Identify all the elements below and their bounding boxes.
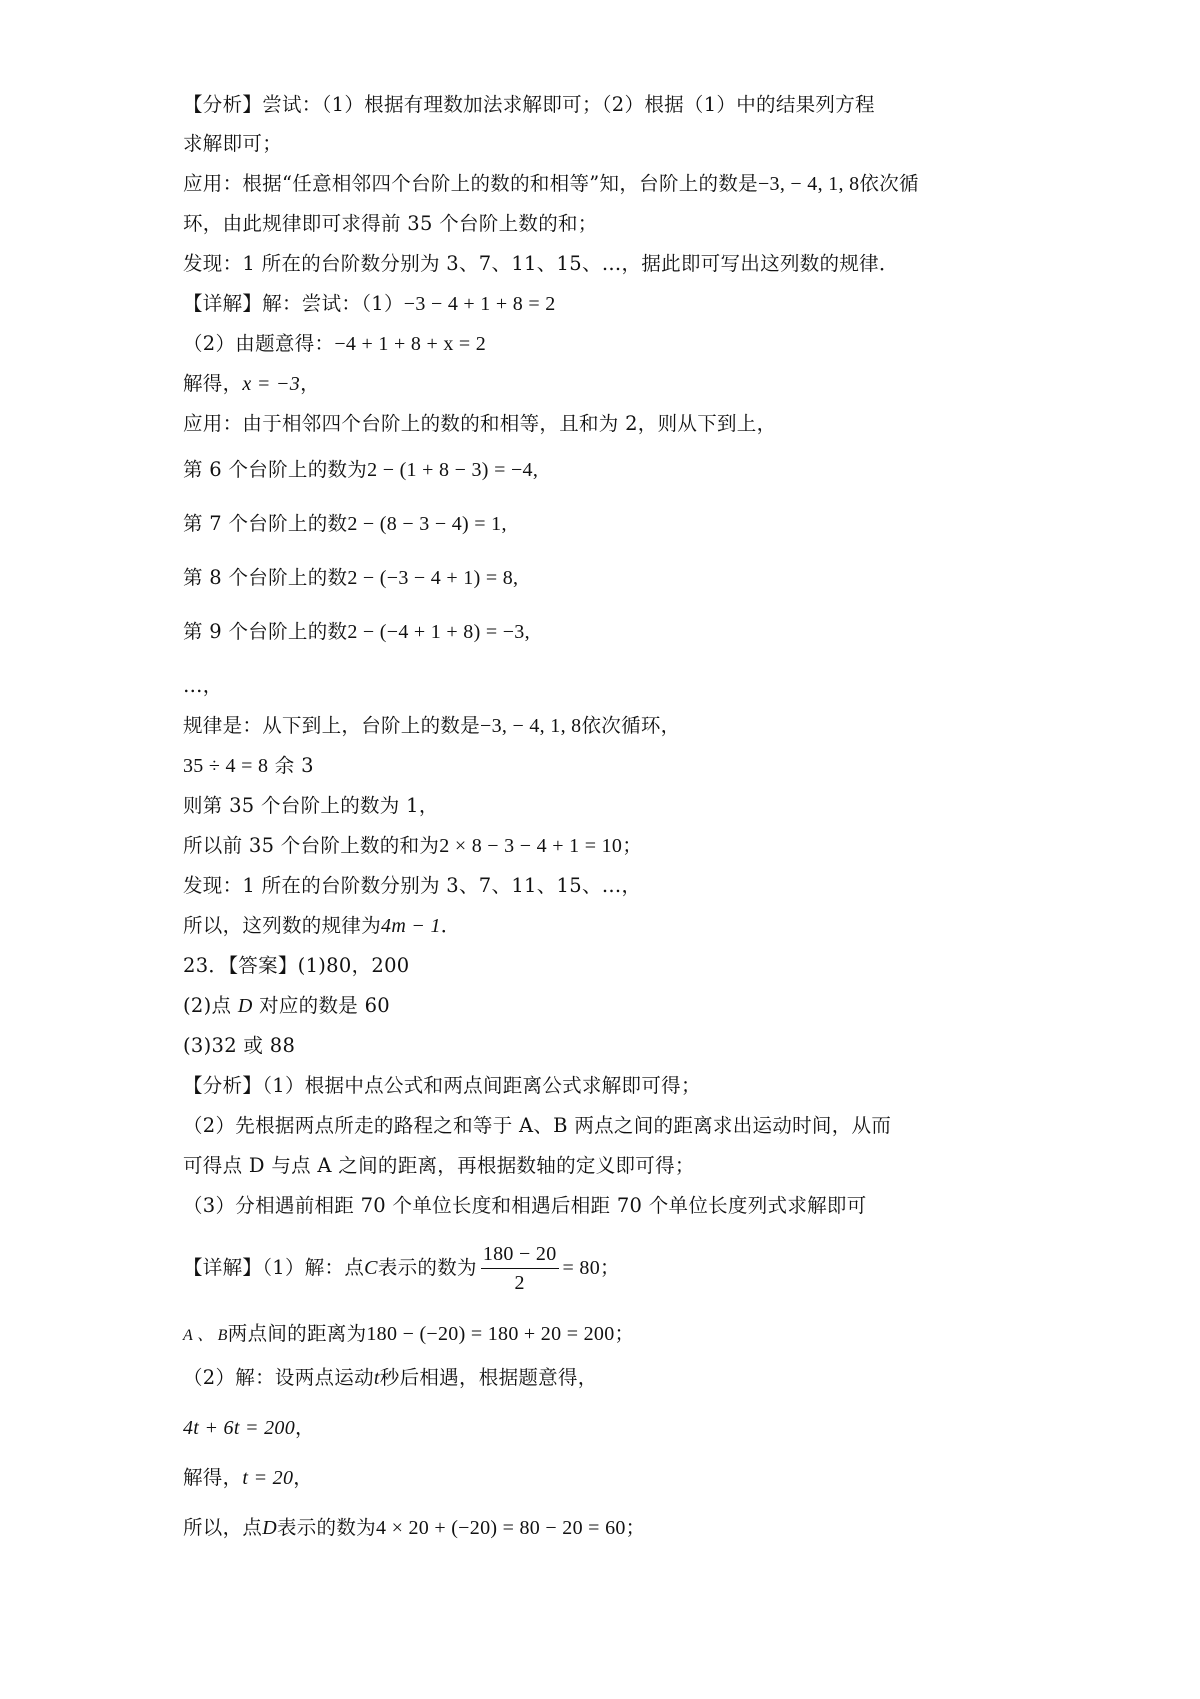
text: 发现：1 所在的台阶数分别为 3、7、11、15、…，据此即可写出这列数的规律． — [183, 252, 899, 275]
analysis2-line-4 — [183, 1192, 1043, 1220]
text: 解得， — [183, 1466, 243, 1489]
text: 所以，点 — [183, 1516, 263, 1539]
text: 第 6 个台阶上的数为 — [183, 458, 368, 481]
text: 求解即可； — [183, 132, 283, 155]
math-expression: x = −3 — [242, 373, 301, 395]
analysis-line-4 — [183, 210, 1043, 238]
text: ； — [625, 1516, 646, 1539]
math-variable: D — [237, 995, 253, 1017]
detail2-line-2 — [183, 1320, 1043, 1350]
math-expression: −4 + 1 + 8 + x = 2 — [334, 333, 487, 355]
math-expression: = 80 — [562, 1257, 600, 1279]
detail-line-4 — [183, 410, 1043, 438]
math-expression: −3 − 4 + 1 + 8 = 2 — [403, 293, 556, 315]
math-variable: D — [262, 1517, 277, 1539]
fraction-denominator: 2 — [514, 1272, 525, 1294]
math-expression: t = 20 — [242, 1467, 294, 1489]
text: 所以前 35 个台阶上数的和为 — [183, 834, 440, 857]
detail-line-11 — [183, 752, 1043, 780]
detail2-line-4 — [183, 1414, 1043, 1442]
text: 表示的数为 — [377, 1256, 477, 1279]
math-expression: 2 − (−3 − 4 + 1) = 8, — [347, 567, 519, 589]
analysis2-line-2 — [183, 1112, 1043, 1140]
text: 应用：根据“任意相邻四个台阶上的数的和相等”知，台阶上的数是 — [183, 172, 758, 195]
text: （2）由题意得： — [183, 332, 335, 355]
text: 依次循 — [859, 172, 919, 195]
text: ． — [440, 914, 461, 937]
detail-line-2 — [183, 330, 1043, 358]
text: （2）解：设两点运动 — [183, 1366, 374, 1389]
text: （2）先根据两点所走的路程之和等于 A、B 两点之间的距离求出运动时间，从而 — [183, 1114, 892, 1137]
text: 【详解】解：尝试：（1） — [183, 292, 404, 315]
detail-line-5 — [183, 456, 1043, 484]
detail-line-6 — [183, 510, 1043, 538]
text: ， — [300, 372, 320, 395]
math-expression: 2 × 8 − 3 − 4 + 1 = 10 — [439, 835, 623, 857]
text: 环，由此规律即可求得前 35 个台阶上数的和； — [183, 212, 598, 235]
text: ， — [295, 1416, 315, 1439]
detail-line-9 — [183, 672, 1043, 700]
answer-line-2 — [183, 992, 1043, 1020]
analysis-line-1 — [183, 91, 1043, 119]
text: 应用：由于相邻四个台阶上的数的和相等，且和为 2，则从下到上， — [183, 412, 777, 435]
detail-line-14 — [183, 872, 1043, 900]
detail2-line-3 — [183, 1364, 1043, 1392]
text: 23．【答案】(1)80，200 — [183, 954, 410, 977]
answer-line-3 — [183, 1032, 1043, 1060]
text: 第 9 个台阶上的数 — [183, 620, 348, 643]
analysis-line-2 — [183, 130, 1043, 158]
math-variable: C — [364, 1257, 378, 1279]
text: 则第 35 个台阶上的数为 1， — [183, 794, 439, 817]
math-variable: A 、 B — [183, 1327, 228, 1344]
text: 解得， — [183, 372, 243, 395]
text: 所以，这列数的规律为 — [183, 914, 382, 937]
math-expression: 35 ÷ 4 = 8 — [183, 755, 269, 777]
detail-line-7 — [183, 564, 1043, 592]
analysis2-line-1 — [183, 1072, 1043, 1100]
analysis2-line-3 — [183, 1152, 1043, 1180]
math-expression: 2 − (8 − 3 − 4) = 1, — [347, 513, 507, 535]
detail2-line-5 — [183, 1464, 1043, 1492]
math-variable: t — [373, 1367, 380, 1389]
math-expression: 180 − (−20) = 180 + 20 = 200 — [366, 1323, 615, 1345]
text: (2)点 — [183, 994, 238, 1017]
text: ； — [614, 1322, 635, 1345]
text: ； — [622, 834, 643, 857]
text: 【详解】（1）解：点 — [183, 1256, 365, 1279]
detail-line-10 — [183, 712, 1043, 740]
detail-line-3 — [183, 370, 1043, 398]
math-expression: 2 − (1 + 8 − 3) = −4, — [367, 459, 539, 481]
text: （3）分相遇前相距 70 个单位长度和相遇后相距 70 个单位长度列式求解即可 — [183, 1194, 867, 1217]
math-expression: −3, − 4, 1, 8 — [480, 715, 582, 737]
text: 发现：1 所在的台阶数分别为 3、7、11、15、…， — [183, 874, 642, 897]
text: 对应的数是 60 — [252, 994, 390, 1017]
math-expression: 2 − (−4 + 1 + 8) = −3, — [347, 621, 530, 643]
detail-line-12 — [183, 792, 1043, 820]
detail-line-8 — [183, 618, 1043, 646]
fraction — [481, 1242, 559, 1295]
text: 规律是：从下到上，台阶上的数是 — [183, 714, 481, 737]
text: 依次循环， — [581, 714, 681, 737]
math-expression: 4 × 20 + (−20) = 80 − 20 = 60 — [375, 1517, 626, 1539]
text: 第 8 个台阶上的数 — [183, 566, 348, 589]
text: (3)32 或 88 — [183, 1034, 296, 1057]
detail2-line-1 — [183, 1242, 1043, 1295]
detail-line-1 — [183, 290, 1043, 318]
text: 【分析】（1）根据中点公式和两点间距离公式求解即可得； — [183, 1074, 701, 1097]
text: …， — [183, 674, 223, 697]
text: 可得点 D 与点 A 之间的距离，再根据数轴的定义即可得； — [183, 1154, 695, 1177]
text: ， — [293, 1466, 314, 1489]
math-expression: 4m − 1 — [381, 915, 441, 937]
text: 两点间的距离为 — [227, 1322, 367, 1345]
analysis-line-5 — [183, 250, 1043, 278]
text: 表示的数为 — [276, 1516, 376, 1539]
detail2-line-6 — [183, 1514, 1043, 1542]
text: ； — [600, 1256, 620, 1279]
fraction-numerator: 180 − 20 — [481, 1242, 559, 1269]
text: 余 3 — [268, 754, 314, 777]
math-expression: 4t + 6t = 200 — [183, 1417, 296, 1439]
detail-line-15 — [183, 912, 1043, 940]
text: 【分析】尝试：（1）根据有理数加法求解即可；（2）根据（1）中的结果列方程 — [183, 93, 875, 116]
math-expression: −3, − 4, 1, 8 — [757, 173, 860, 195]
detail-line-13 — [183, 832, 1043, 860]
text: 第 7 个台阶上的数 — [183, 512, 348, 535]
answer-line-1 — [183, 952, 1043, 980]
analysis-line-3 — [183, 170, 1043, 198]
text: 秒后相遇，根据题意得， — [379, 1366, 598, 1389]
